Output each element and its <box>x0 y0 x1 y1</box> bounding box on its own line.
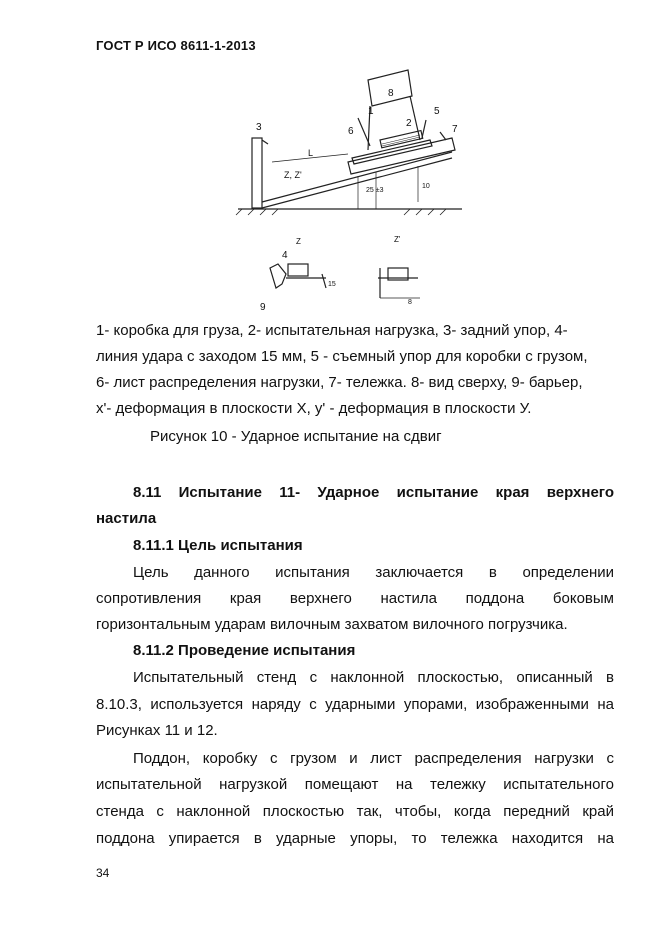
fig-dim-15: 15 <box>328 281 336 288</box>
page-number: 34 <box>96 866 110 880</box>
fig-dim-8: 8 <box>408 299 412 306</box>
para3-line4: поддона упирается в ударные упоры, то тележка находится на <box>96 830 614 847</box>
para1-line2: сопротивления края верхнего настила поддона боковым <box>96 590 614 607</box>
subsection-8-11-1: 8.11.1 Цель испытания <box>133 537 303 554</box>
para2-line2: 8.10.3, используется наряду с ударными упорами, изображенными на <box>96 696 614 713</box>
barrier-detail-z <box>270 264 286 288</box>
para1-line1: Цель данного испытания заключается в определении <box>133 564 614 581</box>
fig-label-9: 9 <box>260 302 266 312</box>
fig-label-8: 8 <box>388 88 394 99</box>
fig-dim-10: 10 <box>422 183 430 190</box>
fig-label-7: 7 <box>452 124 458 135</box>
para3-line1: Поддон, коробку с грузом и лист распределения нагрузки с <box>133 750 614 767</box>
fig-label-z: Z <box>296 237 301 246</box>
caption-line-3: 6- лист распределения нагрузки, 7- тележка. 8- вид сверху, 9- барьер, <box>96 374 583 391</box>
para3-line3: стенда с наклонной плоскостью так, чтобы, когда передний край <box>96 803 614 820</box>
fig-label-L: L <box>308 148 314 158</box>
para2-line1: Испытательный стенд с наклонной плоскостью, описанный в <box>133 669 614 686</box>
fig-label-5: 5 <box>434 106 440 117</box>
para1-line3: горизонтальным ударам вилочным захватом вилочного погрузчика. <box>96 616 568 633</box>
fig-label-4: 4 <box>282 250 288 261</box>
document-header: ГОСТ Р ИСО 8611-1-2013 <box>96 38 256 53</box>
fig-label-zz: Z, Z' <box>284 170 302 180</box>
fig-label-6: 6 <box>348 126 354 137</box>
back-stop <box>252 138 262 208</box>
para2-line3: Рисунках 11 и 12. <box>96 722 218 739</box>
caption-line-2: линия удара с заходом 15 мм, 5 - съемный упор для коробки с грузом, <box>96 348 588 365</box>
section-heading-cont: настила <box>96 510 157 527</box>
fig-label-3: 3 <box>256 122 262 133</box>
fig-label-1: 1 <box>368 106 374 117</box>
figure-title: Рисунок 10 - Ударное испытание на сдвиг <box>150 428 442 445</box>
section-heading: 8.11 Испытание 11- Ударное испытание края верхнего <box>133 484 614 501</box>
fig-dim-25: 25 ±3 <box>366 187 384 194</box>
figure-10-drawing <box>230 62 490 312</box>
caption-line-4: x'- деформация в плоскости Х, у' - деформация в плоскости У. <box>96 400 532 417</box>
subsection-8-11-2: 8.11.2 Проведение испытания <box>133 642 356 659</box>
para3-line2: испытательной нагрузкой помещают на тележку испытательного <box>96 776 614 793</box>
caption-line-1: 1- коробка для груза, 2- испытательная нагрузка, 3- задний упор, 4- <box>96 322 568 339</box>
fig-label-zp: Z' <box>394 235 401 244</box>
fig-label-2: 2 <box>406 118 412 129</box>
